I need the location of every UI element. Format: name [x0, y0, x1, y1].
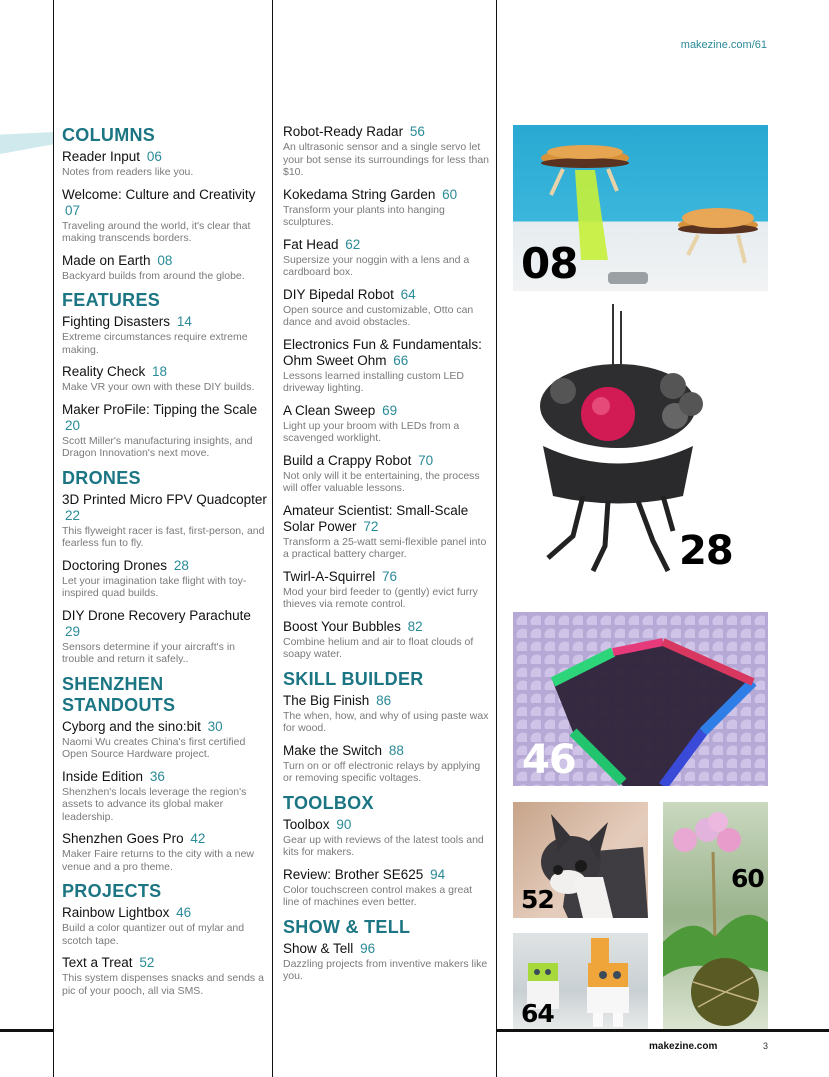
page-label: 28: [679, 528, 733, 574]
toc-entry-description: Let your imagination take flight with toy-inspired quad builds.: [62, 574, 247, 599]
toc-entry-title-line: [283, 619, 491, 635]
toc-entry-description: Maker Faire returns to the city with a new venue and a pro theme.: [62, 848, 254, 873]
toc-entry-title: Build a Crappy Robot: [283, 452, 412, 468]
toc-entry-description: This system dispenses snacks and sends a pic of your pooch, all via SMS.: [62, 972, 264, 997]
toc-entry[interactable]: [283, 941, 491, 983]
toc-entry[interactable]: [283, 337, 491, 395]
toc-entry-description: Scott Miller's manufacturing insights, and Dragon Innovation's next move.: [62, 434, 253, 459]
toc-entry-page-number: 64: [400, 286, 416, 302]
toc-entry-title: Reader Input: [62, 149, 141, 164]
toc-entry-title: Make the Switch: [283, 742, 383, 758]
kokedama-illustration: [663, 802, 768, 1029]
toc-entry-description: Shenzhen's locals leverage the region's assets to advance its global maker leadership.: [62, 785, 247, 823]
toc-entry-page-number: 28: [173, 557, 189, 573]
toc-entry-page-number: 69: [382, 402, 398, 418]
toc-entry-title-line: [62, 314, 268, 330]
toc-entry-page-number: 94: [430, 866, 446, 882]
toc-entry-description: Lessons learned installing custom LED driveway lighting.: [283, 369, 464, 394]
toc-entry-title: Doctoring Drones: [62, 557, 168, 573]
toc-entry[interactable]: [283, 817, 491, 859]
toc-entry-description: Not only will it be entertaining, the process will offer valuable lessons.: [283, 469, 480, 494]
toc-entry-page-number: 08: [157, 252, 173, 268]
toc-entry-page-number: 42: [190, 831, 206, 846]
toc-entry-title: Shenzhen Goes Pro: [62, 831, 184, 846]
toc-entry[interactable]: [62, 314, 268, 356]
toc-entry-page-number: 72: [363, 518, 379, 534]
toc-section: [283, 917, 491, 983]
toc-entry-page-number: 76: [382, 568, 398, 584]
toc-entry-description: Make VR your own with these DIY builds.: [62, 381, 255, 393]
toc-entry[interactable]: [62, 608, 268, 666]
toc-section: [62, 290, 268, 460]
pancake-ufo-photo: [513, 125, 768, 291]
toc-entry-title-line: [283, 403, 491, 419]
toc-entry-title: Made on Earth: [62, 252, 151, 268]
toc-entry-page-number: 66: [393, 352, 409, 368]
toc-entry-title: Text a Treat: [62, 955, 133, 970]
toc-entry-title: Rainbow Lightbox: [62, 905, 170, 920]
toc-entry[interactable]: [62, 955, 268, 997]
toc-entry-title-line: [62, 402, 268, 434]
toc-entry-title-line: [283, 569, 491, 585]
toc-entry-title-line: [62, 492, 268, 524]
column-divider: [496, 0, 497, 1077]
toc-entry-title: Welcome: Culture and Creativity: [62, 186, 256, 202]
toc-entry-page-number: 46: [176, 905, 192, 920]
toc-entry-page-number: 14: [176, 314, 192, 329]
kokedama-photo: [663, 802, 768, 1029]
toc-entry-title: Boost Your Bubbles: [283, 618, 401, 634]
toc-entry-page-number: 07: [65, 202, 81, 218]
toc-entry[interactable]: [62, 364, 268, 394]
section-heading: PROJECTS: [62, 881, 162, 901]
toc-entry-page-number: 36: [149, 768, 165, 784]
toc-entry-title: Robot-Ready Radar: [283, 124, 404, 139]
toc-entry-page-number: 52: [139, 955, 155, 970]
toc-entry-title-line: [283, 503, 491, 535]
toc-entry-description: Combine helium and air to float clouds of soapy water.: [283, 635, 474, 660]
rainbow-lightbox-photo: [513, 612, 768, 786]
toc-entry-title: Show & Tell: [283, 940, 354, 956]
toc-entry-page-number: 06: [146, 149, 162, 164]
toc-entry-page-number: 20: [65, 417, 81, 433]
toc-entry-description: An ultrasonic sensor and a single servo let your bot sense its surroundings for less than $10.: [283, 141, 490, 178]
toc-entry-title-line: [283, 287, 491, 303]
section-heading: SHENZHEN STANDOUTS: [62, 673, 176, 715]
toc-entry-description: Open source and customizable, Otto can dance and avoid obstacles.: [283, 303, 474, 328]
toc-entry-title-line: [62, 187, 268, 219]
toc-column-2: [283, 124, 491, 991]
page-label: 60: [731, 864, 764, 893]
toc-entry-title: DIY Drone Recovery Parachute: [62, 607, 251, 623]
toc-entry[interactable]: [283, 619, 491, 661]
toc-entry-page-number: 88: [388, 742, 404, 758]
toc-entry-title: Maker ProFile: Tipping the Scale: [62, 401, 258, 417]
toc-entry-title-line: [62, 608, 268, 640]
toc-entry-title: A Clean Sweep: [283, 402, 376, 418]
toc-entry-description: Naomi Wu creates China's first certified Open Source Hardware project.: [62, 735, 246, 760]
page-label: 08: [521, 239, 578, 288]
toc-entry[interactable]: [283, 124, 491, 179]
toc-entry-title: Twirl-A-Squirrel: [283, 568, 376, 584]
toc-entry[interactable]: [283, 569, 491, 611]
toc-entry-page-number: 60: [442, 186, 458, 202]
footer-site: makezine.com: [649, 1041, 718, 1052]
toc-entry[interactable]: [283, 237, 491, 279]
footer-page-number: 3: [763, 1041, 769, 1051]
section-heading: TOOLBOX: [283, 792, 374, 813]
toc-section: [283, 124, 491, 661]
toc-entry-title-line: [283, 337, 491, 369]
footer-rule: [496, 1029, 829, 1032]
otto-robot-photo: [513, 933, 648, 1029]
toc-entry-title-line: [62, 364, 268, 380]
toc-entry-page-number: 22: [65, 507, 81, 523]
toc-entry-title: 3D Printed Micro FPV Quadcopter: [62, 491, 267, 507]
toc-entry-description: This flyweight racer is fast, first-person, and fearless fun to fly.: [62, 524, 265, 549]
column-divider: [272, 0, 273, 1077]
toc-entry-title: Kokedama String Garden: [283, 186, 436, 202]
toc-entry-title: Cyborg and the sino:bit: [62, 718, 201, 734]
toc-entry[interactable]: [62, 905, 268, 947]
toc-entry-title-line: [283, 453, 491, 469]
toc-section: [62, 125, 268, 282]
toc-entry-title-line: [62, 831, 268, 847]
toc-section: [62, 468, 268, 666]
toc-entry-title-line: [283, 693, 491, 709]
toc-entry-page-number: 70: [418, 452, 434, 468]
toc-entry-page-number: 29: [65, 623, 81, 639]
toc-entry-title-line: [283, 817, 491, 833]
page-label: 46: [522, 737, 576, 783]
toc-entry[interactable]: [62, 769, 268, 824]
toc-entry-description: Dazzling projects from inventive makers like you.: [283, 957, 488, 982]
toc-entry[interactable]: [62, 492, 268, 550]
toc-entry-description: Gear up with reviews of the latest tools and kits for makers.: [283, 833, 484, 858]
toc-entry-description: Backyard builds from around the globe.: [62, 269, 245, 282]
toc-entry-title-line: [283, 743, 491, 759]
toc-entry-description: Color touchscreen control makes a great line of machines even better.: [283, 883, 473, 908]
toc-entry-description: Turn on or off electronic relays by applying or removing specific voltages.: [283, 759, 481, 784]
section-heading: DRONES: [62, 467, 141, 488]
toc-entry-title: Review: Brother SE625: [283, 866, 424, 882]
toc-entry-page-number: 56: [409, 124, 425, 139]
page-label: 64: [521, 999, 554, 1028]
toc-entry[interactable]: [62, 719, 268, 761]
toc-entry-page-number: 90: [336, 816, 352, 832]
toc-entry-description: The when, how, and why of using paste wax for wood.: [283, 709, 489, 734]
toc-entry-title: The Big Finish: [283, 692, 370, 708]
toc-entry-title: Reality Check: [62, 364, 146, 379]
toc-entry-description: Build a color quantizer out of mylar and scotch tape.: [62, 922, 245, 947]
section-heading: COLUMNS: [62, 125, 156, 145]
toc-entry-title-line: [62, 769, 268, 785]
toc-entry-page-number: 86: [376, 692, 392, 708]
toc-section: [283, 669, 491, 785]
section-heading: SHOW & TELL: [283, 916, 411, 937]
page-label: 52: [521, 885, 554, 914]
toc-entry-title: DIY Bipedal Robot: [283, 286, 394, 302]
toc-entry-title-line: [283, 237, 491, 253]
toc-entry-page-number: 96: [360, 940, 376, 956]
toc-entry-title-line: [62, 905, 268, 921]
toc-entry[interactable]: [283, 867, 491, 909]
toc-entry-title-line: [62, 253, 268, 269]
toc-entry-page-number: 62: [345, 236, 361, 252]
toc-entry-title: Fat Head: [283, 236, 339, 252]
decorative-teal-wedge: [0, 132, 54, 154]
toc-entry-description: Sensors determine if your aircraft's in trouble and return it safely..: [62, 640, 235, 665]
toc-entry[interactable]: [62, 831, 268, 873]
toc-entry[interactable]: [283, 693, 491, 735]
toc-entry[interactable]: [62, 149, 268, 179]
probe-droid-photo: [513, 296, 768, 608]
toc-entry-title-line: [283, 867, 491, 883]
toc-entry-description: Transform your plants into hanging sculptures.: [283, 203, 445, 228]
toc-entry-title-line: [62, 719, 268, 735]
toc-column-1: [62, 125, 268, 1005]
toc-entry[interactable]: [62, 253, 268, 283]
header-url-link[interactable]: makezine.com/61: [680, 39, 767, 51]
toc-entry[interactable]: [283, 187, 491, 229]
toc-entry-page-number: 18: [152, 364, 168, 379]
toc-entry-title-line: [62, 558, 268, 574]
toc-entry-description: Traveling around the world, it's clear that making transcends borders.: [62, 219, 251, 244]
toc-entry-page-number: 82: [407, 618, 423, 634]
toc-entry-description: Light up your broom with LEDs from a scavenged worklight.: [283, 419, 460, 444]
toc-entry-page-number: 30: [207, 718, 223, 734]
toc-entry[interactable]: [62, 558, 268, 600]
footer-rule: [0, 1029, 54, 1032]
toc-entry[interactable]: [283, 287, 491, 329]
toc-entry[interactable]: [283, 743, 491, 785]
toc-section: [62, 674, 268, 874]
toc-entry[interactable]: [62, 402, 268, 460]
column-divider: [53, 0, 54, 1077]
toc-section: [283, 793, 491, 909]
toc-entry-title: Inside Edition: [62, 768, 144, 784]
toc-entry-title: Toolbox: [283, 816, 330, 832]
toc-entry[interactable]: [283, 503, 491, 561]
toc-entry[interactable]: [283, 453, 491, 495]
toc-entry[interactable]: [283, 403, 491, 445]
boston-terrier-photo: [513, 802, 648, 918]
toc-entry-description: Notes from readers like you.: [62, 166, 194, 178]
toc-entry-title-line: [62, 149, 268, 165]
toc-entry-description: Transform a 25-watt semi-flexible panel into a practical battery charger.: [283, 535, 487, 560]
toc-entry-title-line: [62, 955, 268, 971]
toc-entry-title: Fighting Disasters: [62, 314, 171, 329]
section-heading: FEATURES: [62, 290, 161, 310]
section-heading: SKILL BUILDER: [283, 668, 424, 689]
toc-entry-title: Amateur Scientist: Small-Scale Solar Power: [283, 502, 469, 534]
toc-entry[interactable]: [62, 187, 268, 245]
toc-section: [62, 881, 268, 997]
toc-entry-description: Supersize your noggin with a lens and a cardboard box.: [283, 253, 470, 278]
toc-entry-title-line: [283, 187, 491, 203]
toc-entry-title-line: [283, 941, 491, 957]
toc-entry-description: Mod your bird feeder to (gently) evict furry thieves via remote control.: [283, 585, 478, 610]
toc-entry-title: Electronics Fun & Fundamentals: Ohm Sweet Ohm: [283, 336, 482, 368]
toc-entry-description: Extreme circumstances require extreme making.: [62, 331, 248, 356]
toc-entry-title-line: [283, 124, 491, 140]
